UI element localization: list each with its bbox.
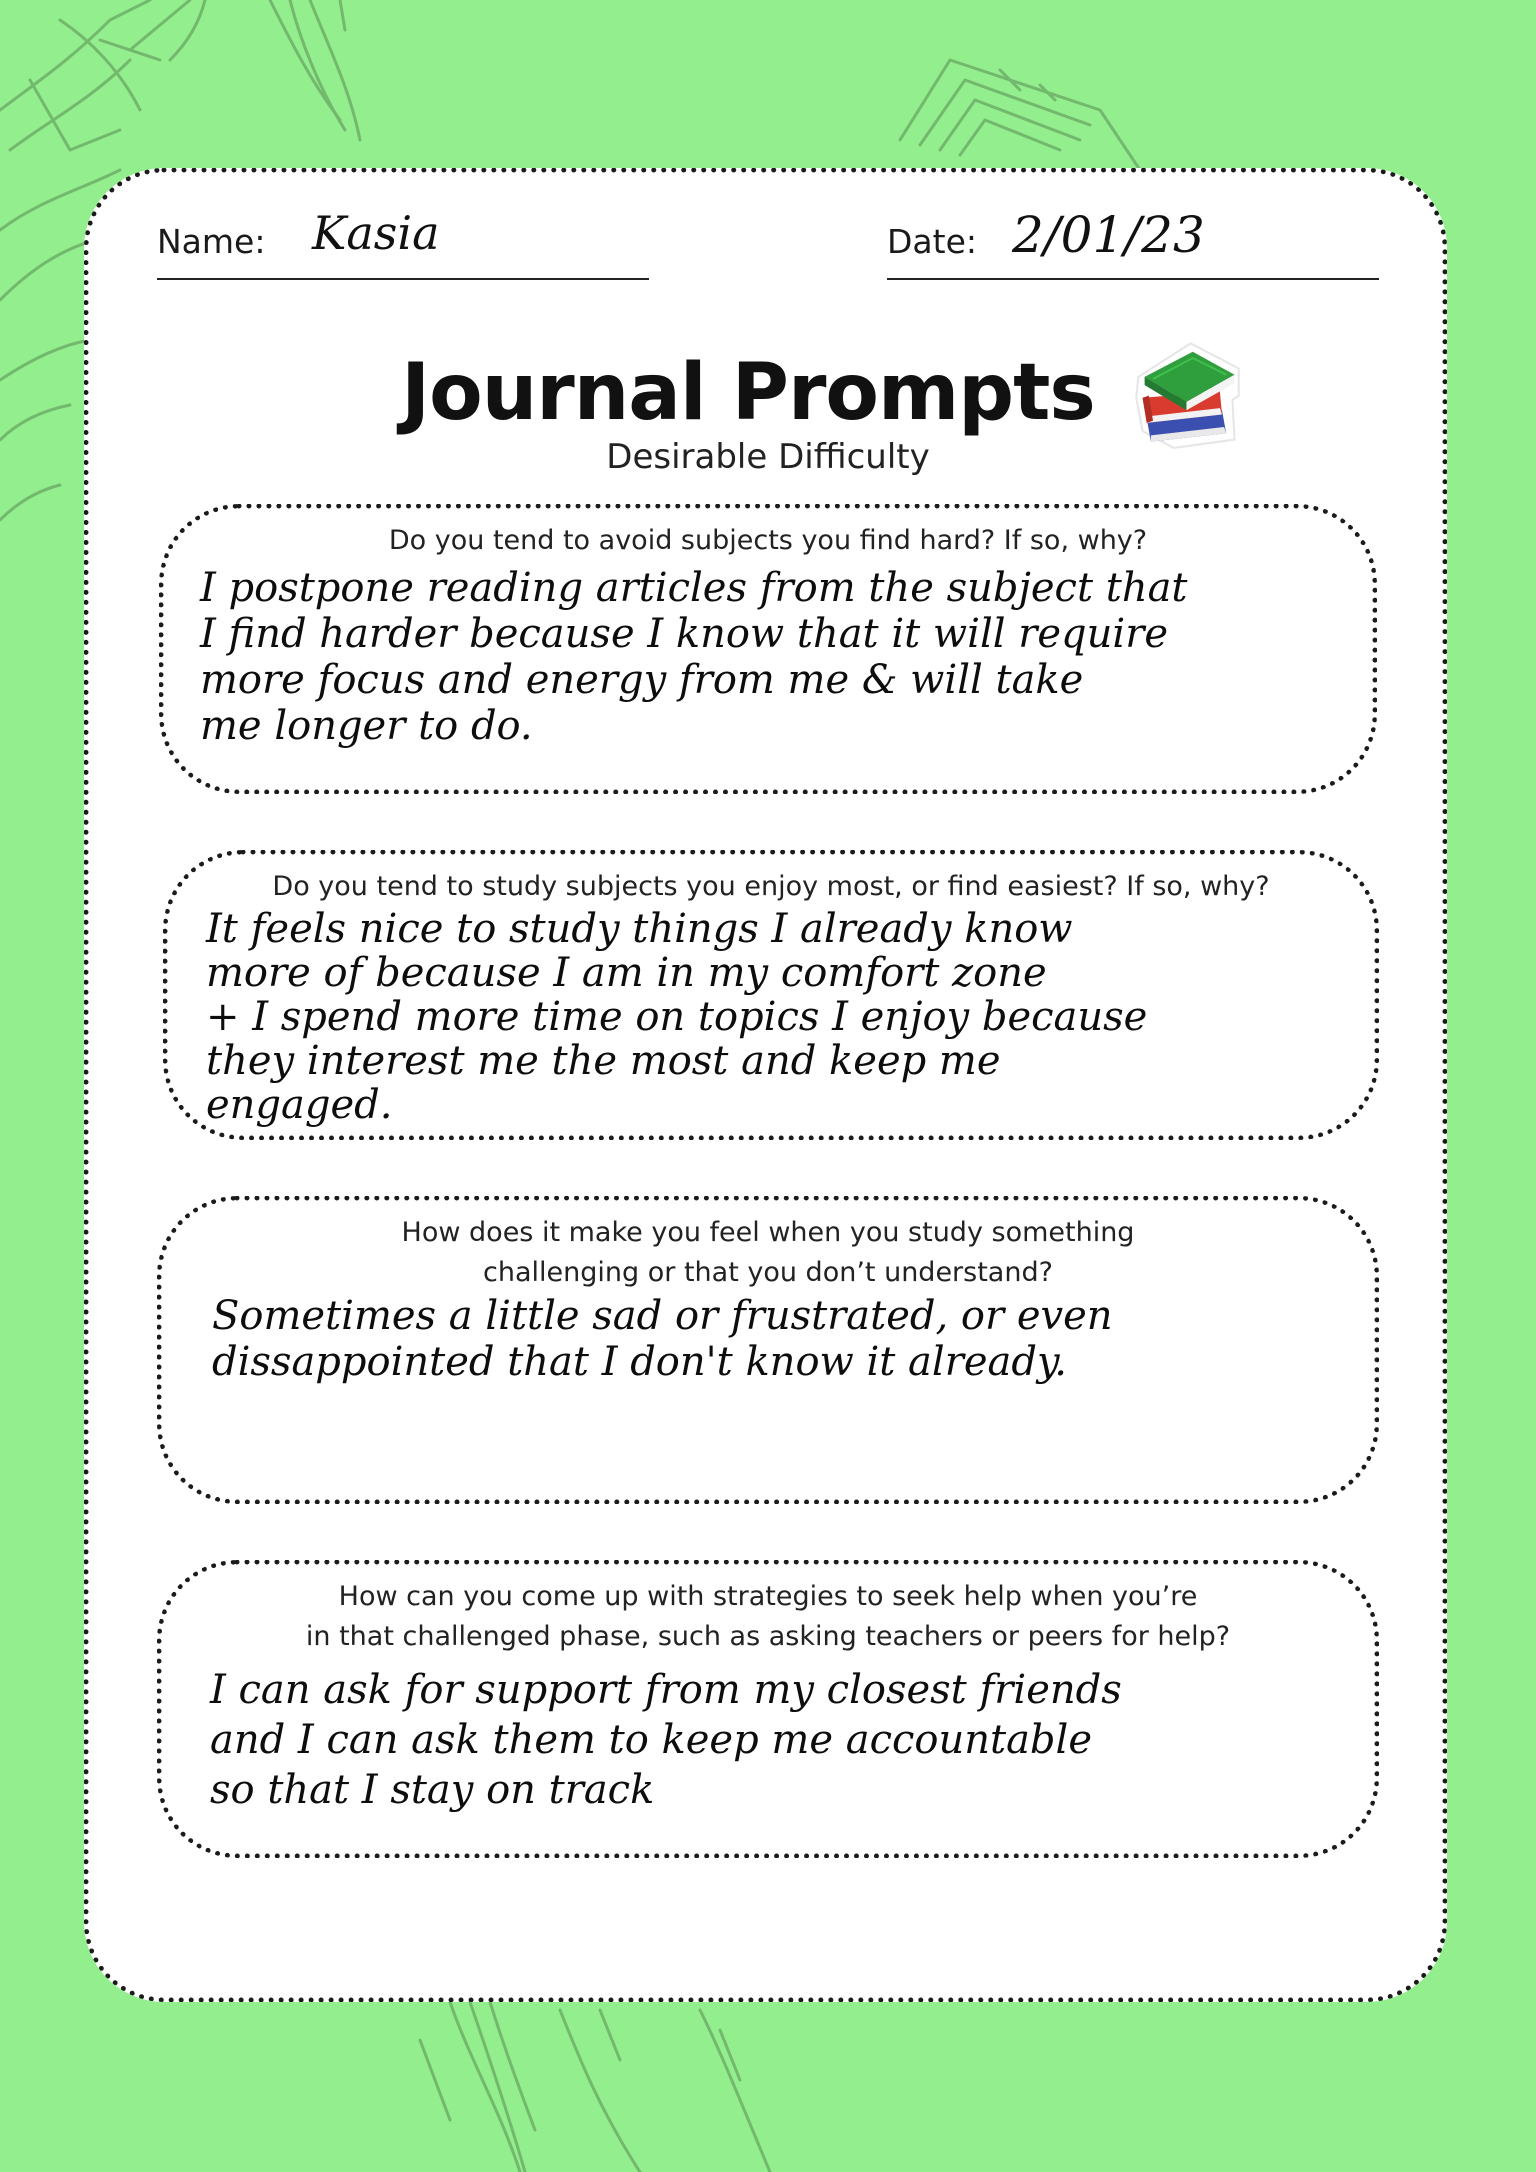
page-title: Journal Prompts [401, 348, 1095, 438]
prompt-answer[interactable]: It feels nice to study things I already know more of because I am in my comfort zone + I spend more time on topics I enjoy because they interest me the most and keep me engaged. [206, 906, 1148, 1128]
prompt-question: How does it make you feel when you study something challenging or that you don’t understand? [401, 1217, 1135, 1288]
prompt-question: How can you come up with strategies to seek help when you’re in that challenged phase, such as asking teachers or peers for help? [305, 1581, 1231, 1652]
prompt-answer[interactable]: Sometimes a little sad or frustrated, or even dissappointed that I don't know it already. [212, 1293, 1113, 1385]
prompt-question: Do you tend to study subjects you enjoy most, or find easiest? If so, why? [272, 871, 1270, 902]
prompt-question: Do you tend to avoid subjects you find hard? If so, why? [388, 525, 1148, 556]
date-label: Date: [887, 222, 977, 261]
date-underline [887, 278, 1379, 280]
prompt-card-2 [163, 850, 1379, 1140]
page-subtitle: Desirable Difficulty [606, 437, 930, 477]
books-icon [1130, 335, 1245, 450]
prompt-card-1 [159, 504, 1377, 794]
prompt-answer[interactable]: I postpone reading articles from the subject that I find harder because I know that it will require more focus and energy from me & will take me longer to do. [200, 565, 1188, 749]
prompt-card-4 [157, 1560, 1379, 1858]
prompt-card-3 [157, 1196, 1379, 1504]
name-value[interactable]: Kasia [312, 206, 440, 260]
name-underline [157, 278, 649, 280]
date-value[interactable]: 2/01/23 [1012, 206, 1205, 264]
prompt-answer[interactable]: I can ask for support from my closest friends and I can ask them to keep me accountable so that I stay on track [210, 1667, 1122, 1813]
name-label: Name: [157, 222, 266, 261]
